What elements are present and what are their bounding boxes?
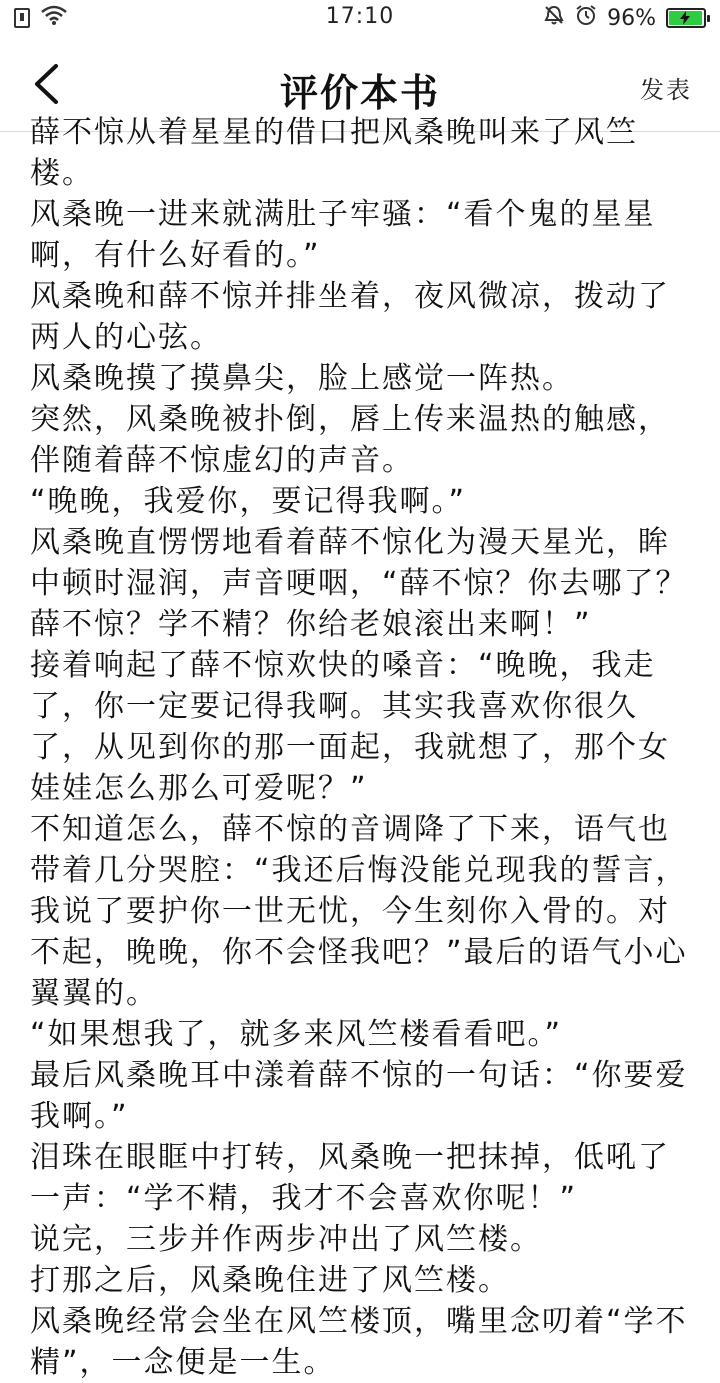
publish-button[interactable]: 发表 <box>640 76 692 104</box>
review-content[interactable] <box>30 112 690 1383</box>
paragraph: 风桑晚经常会坐在风竺楼顶，嘴里念叨着“学不精”，一念便是一生。 <box>30 1304 688 1380</box>
charging-icon <box>680 11 690 25</box>
paragraph: 薛不惊从着星星的借口把风桑晚叫来了风竺楼。 <box>30 115 638 191</box>
paragraph: 最后风桑晚耳中漾着薛不惊的一句话：“你要爱我啊。” <box>30 1058 688 1134</box>
status-bar <box>0 0 720 36</box>
battery-fill <box>669 11 702 25</box>
paragraph: “如果想我了，就多来风竺楼看看吧。” <box>30 1017 563 1052</box>
battery-icon <box>666 8 706 28</box>
paragraph: 风桑晚摸了摸鼻尖，脸上感觉一阵热。 <box>30 361 574 396</box>
paragraph: 不知道怎么，薛不惊的音调降了下来，语气也带着几分哭腔：“我还后悔没能兑现我的誓言，我说了要护你一世无忧，今生刻你入骨的。对不起，晚晚，你不会怪我吧？”最后的语气小心翼翼的。 <box>30 812 688 1011</box>
paragraph: 说完，三步并作两步冲出了风竺楼。 <box>30 1222 542 1257</box>
paragraph: 接着响起了薛不惊欢快的嗓音：“晚晚，我走了，你一定要记得我啊。其实我喜欢你很久了，从见到你的那一面起，我就想了，那个女娃娃怎么那么可爱呢？” <box>30 648 670 806</box>
paragraph: 风桑晚直愣愣地看着薛不惊化为漫天星光，眸中顿时湿润，声音哽咽，“薛不惊？你去哪了？薛不惊？学不精？你给老娘滚出来啊！” <box>30 525 688 642</box>
page-title: 评价本书 <box>279 70 440 115</box>
paragraph: 突然，风桑晚被扑倒，唇上传来温热的触感，伴随着薛不惊虚幻的声音。 <box>30 402 670 478</box>
paragraph: “晚晚，我爱你，要记得我啊。” <box>30 484 467 519</box>
status-time: 17:10 <box>325 4 395 29</box>
paragraph: 泪珠在眼眶中打转，风桑晚一把抹掉，低吼了一声：“学不精，我才不会喜欢你呢！” <box>30 1140 670 1216</box>
paragraph: 风桑晚一进来就满肚子牢骚：“看个鬼的星星啊，有什么好看的。” <box>30 197 656 273</box>
battery-percent: 96% <box>607 5 656 31</box>
paragraph: 打那之后，风桑晚住进了风竺楼。 <box>30 1263 510 1298</box>
paragraph: 风桑晚和薛不惊并排坐着，夜风微凉，拨动了两人的心弦。 <box>30 279 670 355</box>
